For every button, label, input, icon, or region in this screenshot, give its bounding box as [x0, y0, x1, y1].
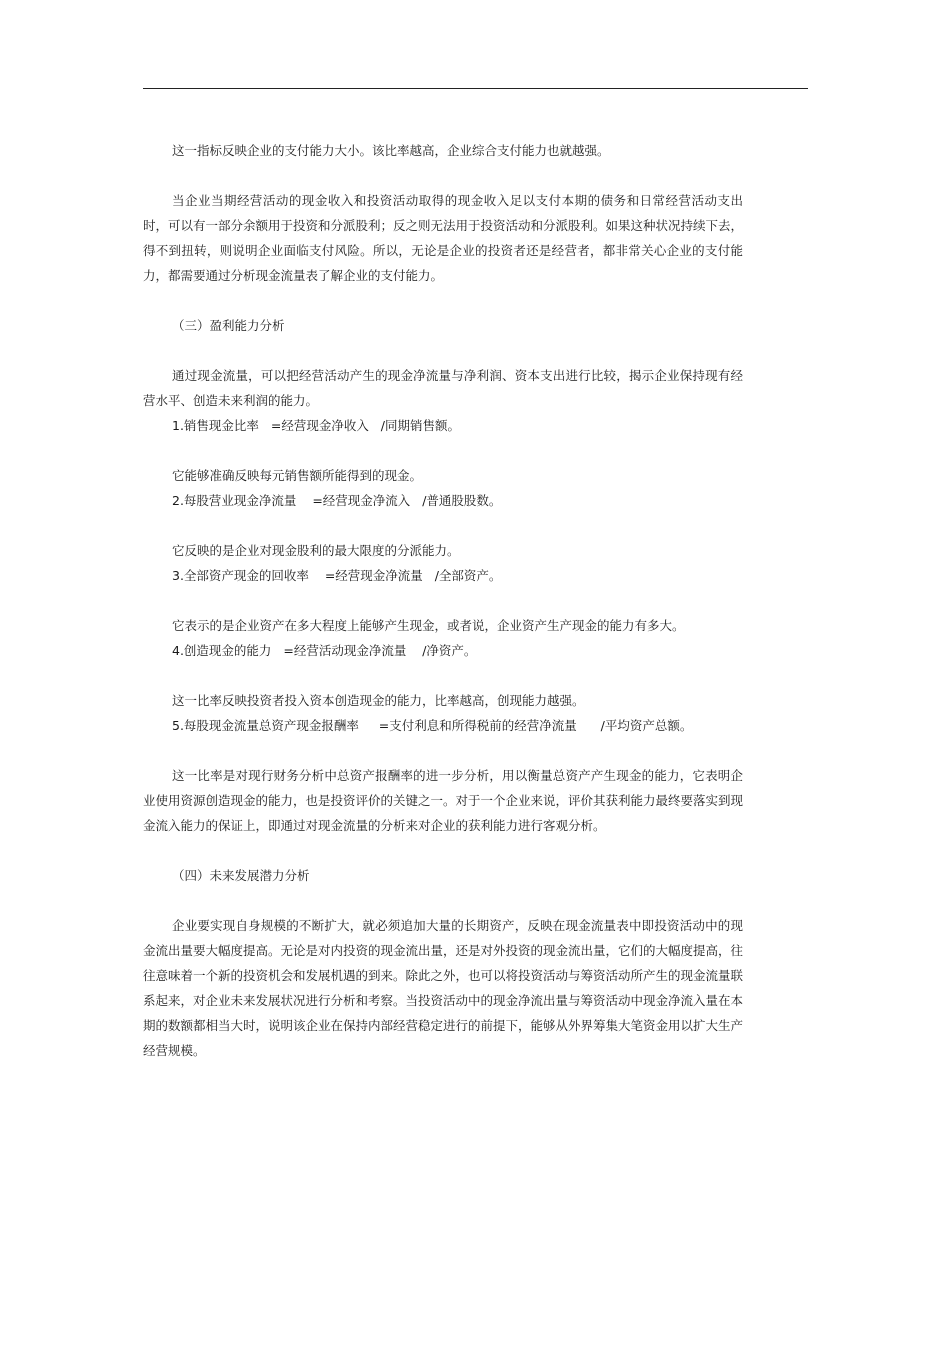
- paragraph: 这一指标反映企业的支付能力大小。该比率越高，企业综合支付能力也就越强。: [172, 143, 610, 158]
- paragraph: 这一比率是对现行财务分析中总资产报酬率的进一步分析，用以衡量总资产产生现金的能力，它表明企业使用资源创造现金的能力，也是投资评价的关键之一。对于一个企业来说，评价其获利能力最终要落实到现金流入能力的保证上，即通过对现金流量的分析来对企业的获利能力进行客观分析。: [143, 768, 744, 833]
- paragraph: 它表示的是企业资产在多大程度上能够产生现金，或者说，企业资产生产现金的能力有多大。: [172, 618, 685, 633]
- formula-line: 4.创造现金的能力 =经营活动现金净流量 /净资产。: [172, 643, 477, 658]
- paragraph: 它能够准确反映每元销售额所能得到的现金。: [172, 468, 423, 483]
- section-heading: （四）未来发展潜力分析: [172, 868, 310, 883]
- paragraph: 当企业当期经营活动的现金收入和投资活动取得的现金收入足以支付本期的债务和日常经营活动支出时，可以有一部分余额用于投资和分派股利；反之则无法用于投资活动和分派股利。如果这种状况持续下去，得不到扭转，则说明企业面临支付风险。所以，无论是企业的投资者还是经营者，都非常关心企业的支付能力，都需要通过分析现金流量表了解企业的支付能力。: [143, 193, 744, 283]
- formula-line: 5.每股现金流量总资产现金报酬率 =支付利息和所得税前的经营净流量 /平均资产总额。: [172, 718, 693, 733]
- paragraph: 企业要实现自身规模的不断扩大，就必须追加大量的长期资产，反映在现金流量表中即投资活动中的现金流出量要大幅度提高。无论是对内投资的现金流出量，还是对外投资的现金流出量，它们的大幅度提高，往往意味着一个新的投资机会和发展机遇的到来。除此之外，也可以将投资活动与筹资活动所产生的现金流量联系起来，对企业未来发展状况进行分析和考察。当投资活动中的现金净流出量与筹资活动中现金净流入量在本期的数额都相当大时，说明该企业在保持内部经营稳定进行的前提下，能够从外界筹集大笔资金用以扩大生产经营规模。: [143, 918, 744, 1058]
- paragraph: 通过现金流量，可以把经营活动产生的现金净流量与净利润、资本支出进行比较，揭示企业保持现有经营水平、创造未来利润的能力。: [143, 368, 743, 408]
- header-rule: [143, 88, 808, 89]
- formula-line: 1.销售现金比率 =经营现金净收入 /同期销售额。: [172, 418, 460, 433]
- formula-line: 2.每股营业现金净流量 =经营现金净流入 /普通股股数。: [172, 493, 502, 508]
- paragraph: 它反映的是企业对现金股利的最大限度的分派能力。: [172, 543, 460, 558]
- section-heading: （三）盈利能力分析: [172, 318, 285, 333]
- document-body: [143, 138, 743, 1063]
- formula-line: 3.全部资产现金的回收率 =经营现金净流量 /全部资产。: [172, 568, 502, 583]
- paragraph: 这一比率反映投资者投入资本创造现金的能力，比率越高，创现能力越强。: [172, 693, 585, 708]
